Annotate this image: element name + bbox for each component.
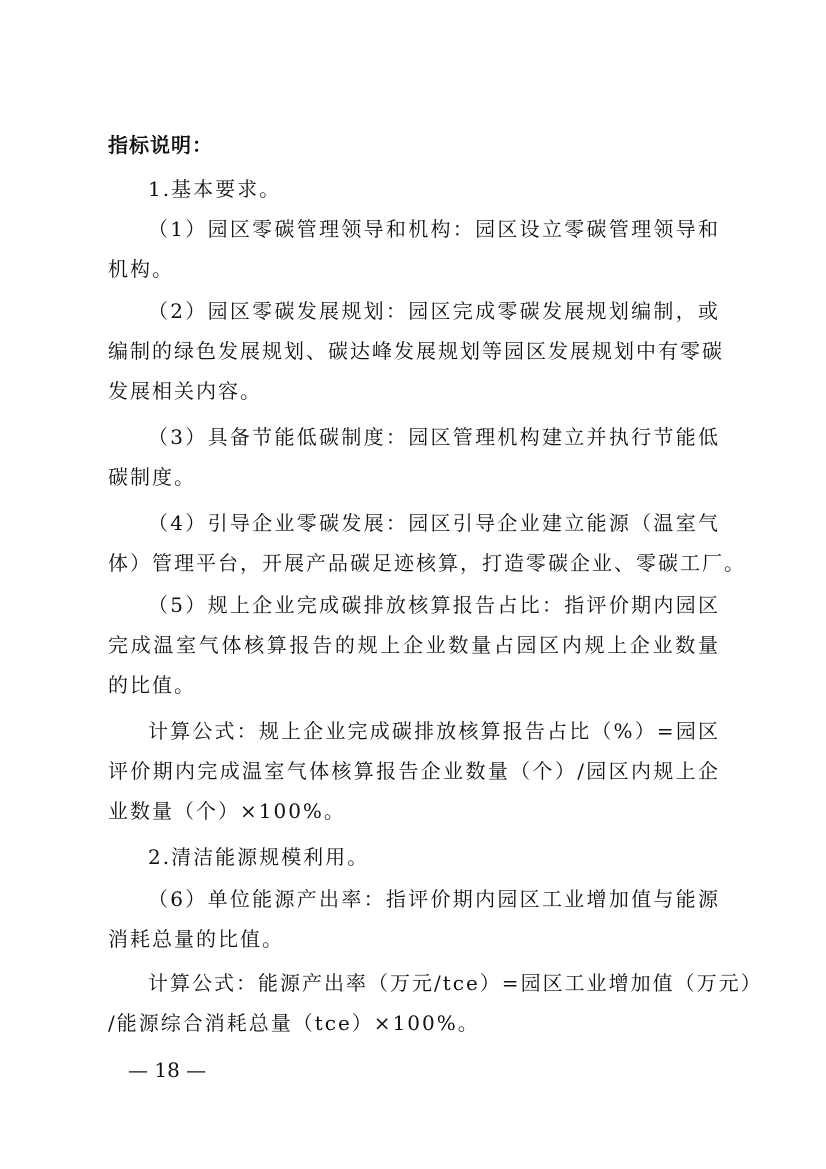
- paragraph-line: 业数量（个）×100%。: [108, 799, 346, 823]
- page-number: — 18 —: [128, 1058, 207, 1082]
- paragraph-line: 2.清洁能源规模利用。: [148, 845, 370, 869]
- paragraph-line: 完成温室气体核算报告的规上企业数量占园区内规上企业数量: [108, 633, 720, 657]
- paragraph-line: （6）单位能源产出率：指评价期内园区工业增加值与能源: [148, 887, 720, 911]
- paragraph-line: （2）园区零碳发展规划：园区完成零碳发展规划编制，或: [148, 299, 720, 323]
- paragraph-line: 消耗总量的比值。: [108, 927, 284, 951]
- paragraph-line: 编制的绿色发展规划、碳达峰发展规划等园区发展规划中有零碳: [108, 339, 724, 363]
- section-heading: 指标说明：: [108, 133, 213, 157]
- paragraph-line: 评价期内完成温室气体核算报告企业数量（个）/园区内规上企: [108, 759, 720, 783]
- paragraph-line: 计算公式：规上企业完成碳排放核算报告占比（%）=园区: [148, 719, 720, 743]
- paragraph-line: 的比值。: [108, 673, 196, 697]
- paragraph-line: 体）管理平台，开展产品碳足迹核算，打造零碳企业、零碳工厂。: [108, 551, 746, 575]
- paragraph-line: 计算公式：能源产出率（万元/tce）=园区工业增加值（万元）: [148, 971, 763, 995]
- paragraph-line: （1）园区零碳管理领导和机构：园区设立零碳管理领导和: [148, 217, 720, 241]
- paragraph-line: 发展相关内容。: [108, 379, 262, 403]
- paragraph-line: 1.基本要求。: [148, 177, 282, 201]
- paragraph-line: 碳制度。: [108, 465, 196, 489]
- paragraph-line: （4）引导企业零碳发展：园区引导企业建立能源（温室气: [148, 511, 720, 535]
- paragraph-line: （3）具备节能低碳制度：园区管理机构建立并执行节能低: [148, 425, 720, 449]
- paragraph-line: 机构。: [108, 257, 174, 281]
- paragraph-line: （5）规上企业完成碳排放核算报告占比：指评价期内园区: [148, 593, 720, 617]
- paragraph-line: /能源综合消耗总量（tce）×100%。: [108, 1011, 480, 1035]
